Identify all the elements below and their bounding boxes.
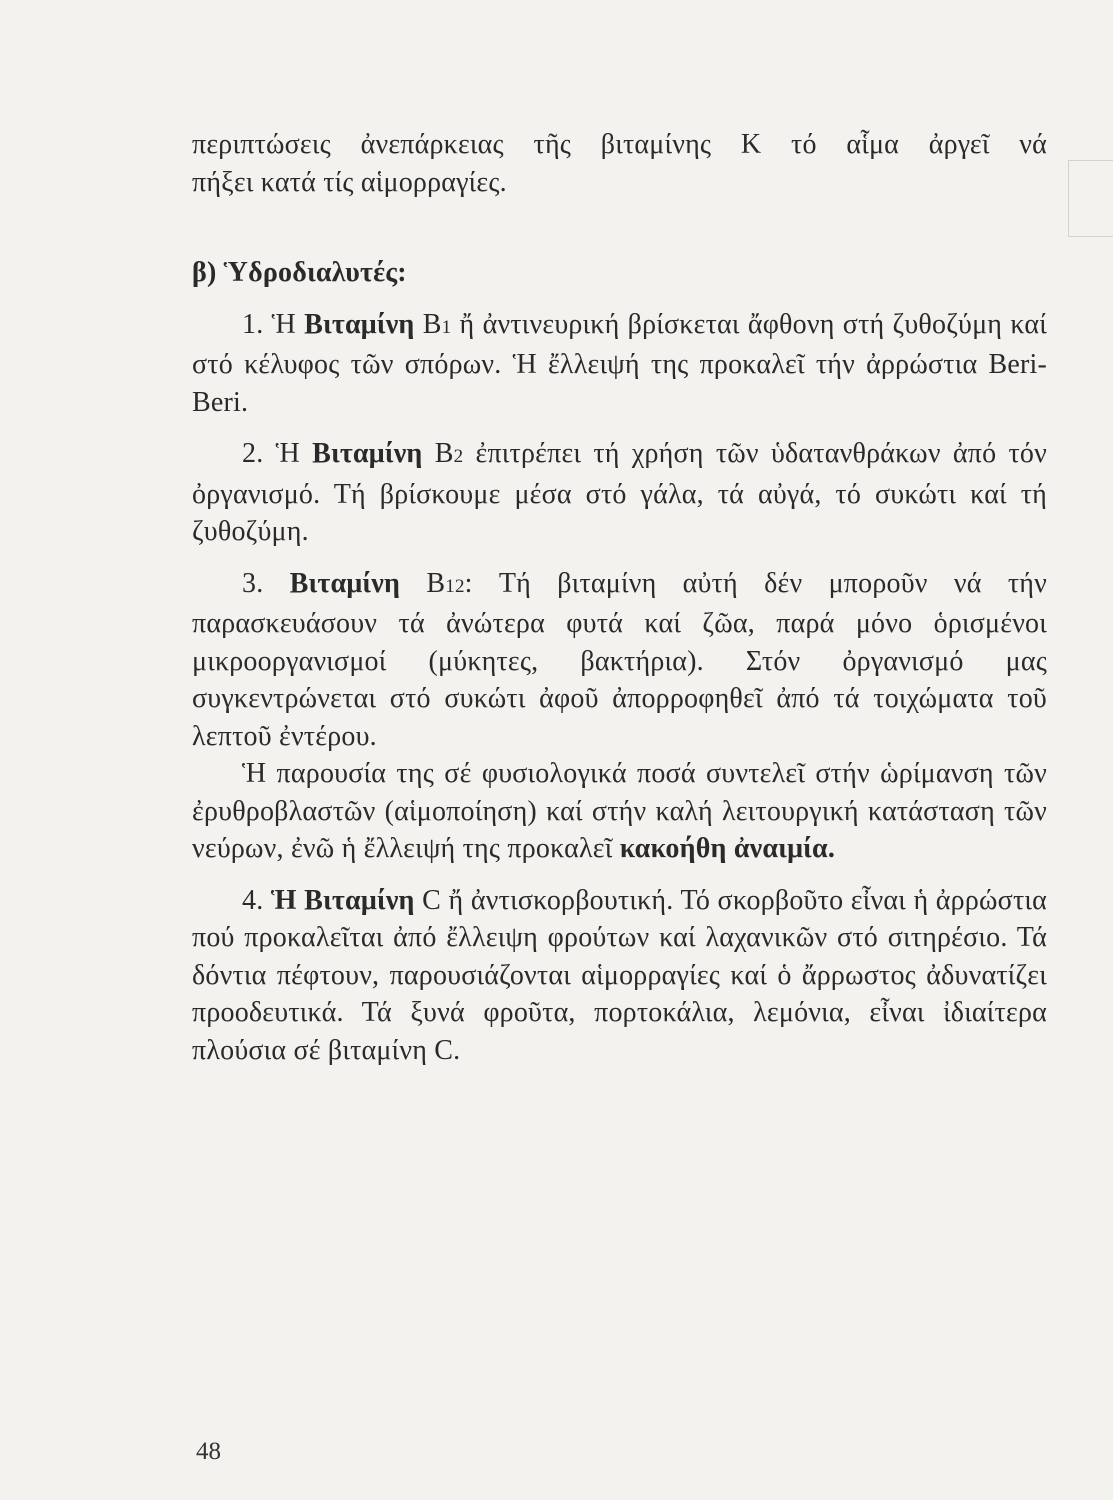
intro-paragraph bbox=[192, 126, 1047, 164]
item-vitamin-b12-continued bbox=[192, 755, 1047, 868]
item3-prefix: 3. bbox=[242, 567, 290, 599]
item3-bold: Βιταμίνη bbox=[289, 567, 401, 599]
item-vitamin-c bbox=[192, 882, 1047, 1070]
item2-name: B bbox=[422, 438, 454, 469]
intro-line-1: περιπτώσεις ἀνεπάρκειας τῆς βιταμίνης Κ τό αἷμα ἀργεῖ νά bbox=[192, 129, 1047, 160]
item-vitamin-b12 bbox=[192, 565, 1047, 756]
item-vitamin-b2 bbox=[192, 435, 1047, 551]
item3-name: B bbox=[400, 567, 446, 599]
item2-bold: Βιταμίνη bbox=[312, 438, 423, 469]
section-heading: β) Ὑδροδιαλυτές: bbox=[192, 257, 407, 288]
item2-subscript: 2 bbox=[453, 446, 464, 467]
item2-prefix: 2. Ἡ bbox=[242, 438, 313, 469]
item3-para2-text: Ἡ παρουσία της σέ φυσιολογικά ποσά συντελεῖ στήν ὡρίμανση τῶν ἐρυθροβλαστῶν (αἱμοποίηση) καί στήν καλή λειτουργική κατάσταση τῶν νεύρων, ἐνῶ ἡ ἔλλειψή της προκαλεῖ bbox=[192, 758, 1047, 864]
item4-prefix: 4. bbox=[242, 884, 271, 916]
item1-text: ἤ ἀντινευρική βρίσκεται ἄφθονη στή ζυθοζύμη καί στό κέλυφος τῶν σπόρων. Ἡ ἔλλειψή της προκαλεῖ τήν ἀρρώστια Beri-Beri. bbox=[192, 308, 1048, 418]
item1-subscript: 1 bbox=[441, 316, 452, 338]
intro-line-2: πήξει κατά τίς αἱμορραγίες. bbox=[192, 166, 507, 198]
item1-name: B bbox=[414, 308, 442, 340]
item4-text: ἤ ἀντισκορβουτική. Τό σκορβοῦτο εἶναι ἡ ἀρρώστια πού προκαλεῖται ἀπό ἔλλειψη φρούτων καί λαχανικῶν στό σιτηρέσιο. Τά δόντια πέφτουν, παρουσιάζονται αἱμορραγίες καί ὁ ἄρρωστος ἀδυνατίζει προοδευτικά. Τά ξυνά φροῦτα, πορτοκάλια, λεμόνια, εἶναι ἰδιαίτερα πλούσια σέ βιταμίνη C. bbox=[192, 884, 1048, 1066]
item4-bold: Ἡ Βιταμίνη bbox=[270, 884, 415, 916]
item2-text: ἐπιτρέπει τή χρήση τῶν ὑδατανθράκων ἀπό τόν ὀργανισμό. Τή βρίσκουμε μέσα στό γάλα, τά αὐγά, τό συκώτι καί τή ζυθοζύμη. bbox=[192, 438, 1047, 547]
item3-subscript: 12 bbox=[445, 575, 465, 597]
item3-text: : Τή βιταμίνη αὐτή δέν μποροῦν νά τήν παρασκευάσουν τά ἀνώτερα φυτά καί ζῶα, παρά μόνο ὁρισμένοι μικροοργανισμοί (μύκητες, βακτήρια). Στόν ὀργανισμό μας συγκεντρώνεται στό συκώτι ἀφοῦ ἀπορροφηθεῖ ἀπό τά τοιχώματα τοῦ λεπτοῦ ἐντέρου. bbox=[192, 567, 1048, 752]
item1-bold: Βιταμίνη bbox=[304, 308, 415, 340]
page-number: 48 bbox=[196, 1438, 221, 1465]
page-edge-mark bbox=[1068, 160, 1113, 237]
item-vitamin-b1 bbox=[192, 306, 1047, 422]
intro-paragraph-end bbox=[192, 164, 1047, 202]
item3-para2-bold: κακοήθη ἀναιμία. bbox=[619, 833, 836, 864]
body-text bbox=[192, 126, 1047, 1069]
item4-name: C bbox=[414, 884, 442, 916]
item1-prefix: 1. Ἡ bbox=[242, 308, 305, 340]
